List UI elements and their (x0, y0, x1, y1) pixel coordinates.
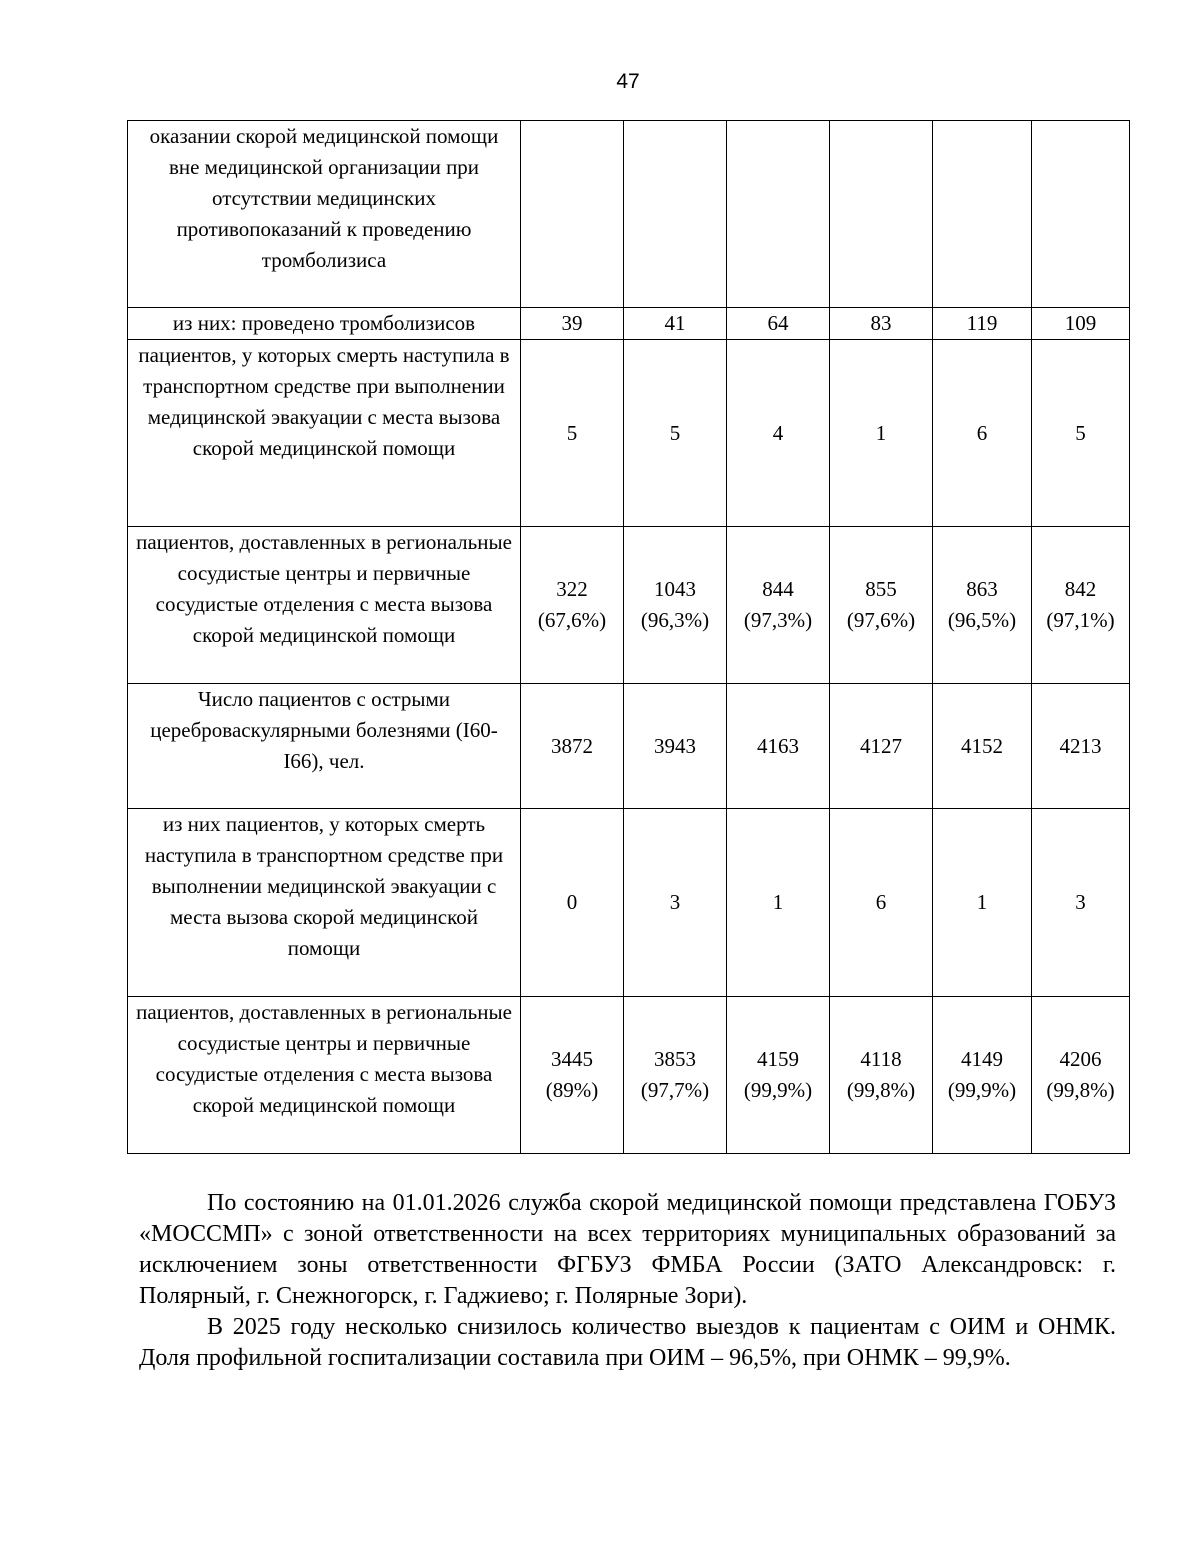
table-row (128, 809, 1130, 997)
table-row (128, 340, 1130, 527)
row-label: Число пациентов с острыми цереброваскулярными болезнями (I60-I66), чел. (128, 684, 521, 809)
row-label: оказании скорой медицинской помощи вне медицинской организации при отсутствии медицинских противопоказаний к проведению тромболизиса (128, 121, 521, 308)
table-cell: 3 (1032, 809, 1130, 997)
table-row (128, 997, 1130, 1154)
table-row (128, 527, 1130, 684)
cell-percent: (99,8%) (1046, 1078, 1115, 1102)
table-cell: 6 (830, 809, 933, 997)
table-cell (933, 121, 1032, 308)
table-cell: 3943 (624, 684, 727, 809)
table-row (128, 684, 1130, 809)
table-cell (830, 121, 933, 308)
table-cell (624, 997, 727, 1154)
cell-value: 322 (556, 577, 588, 601)
table-row (128, 121, 1130, 308)
table-cell: 1 (830, 340, 933, 527)
table-cell (1032, 997, 1130, 1154)
cell-value: 842 (1064, 577, 1097, 601)
row-label: пациентов, у которых смерть наступила в транспортном средстве при выполнении медицинской эвакуации с места вызова скорой медицинской помощи (128, 340, 521, 527)
cell-percent: (96,5%) (947, 608, 1017, 632)
paragraph: В 2025 году несколько снизилось количество выездов к пациентам с ОИМ и ОНМК. Доля профильной госпитализации составила при ОИМ – 96,5%, при ОНМК – 99,9%. (139, 1314, 1116, 1371)
statistics-table (127, 120, 1130, 1154)
table-cell (521, 527, 624, 684)
cell-percent: (97,3%) (743, 608, 813, 632)
cell-value: 4206 (1059, 1047, 1102, 1071)
table-cell: 1 (727, 809, 830, 997)
table-cell: 109 (1032, 308, 1130, 340)
table-cell: 39 (521, 308, 624, 340)
row-label: из них: проведено тромболизисов (128, 308, 521, 340)
table-cell: 0 (521, 809, 624, 997)
table-cell: 4163 (727, 684, 830, 809)
table-cell: 6 (933, 340, 1032, 527)
cell-value: 3853 (654, 1047, 696, 1071)
cell-percent: (97,6%) (846, 608, 916, 632)
page-number: 47 (616, 70, 640, 93)
table-cell: 64 (727, 308, 830, 340)
cell-percent: (67,6%) (537, 608, 607, 632)
cell-value: 1043 (654, 577, 696, 601)
table-cell (1032, 121, 1130, 308)
table-cell (727, 527, 830, 684)
cell-value: 4149 (961, 1047, 1003, 1071)
table-cell (933, 527, 1032, 684)
cell-value: 4118 (860, 1047, 902, 1071)
table-cell: 1 (933, 809, 1032, 997)
cell-percent: (99,8%) (846, 1078, 916, 1102)
table-cell: 4127 (830, 684, 933, 809)
row-label: пациентов, доставленных в региональные сосудистые центры и первичные сосудистые отделения с места вызова скорой медицинской помощи (128, 527, 521, 684)
table-cell: 4 (727, 340, 830, 527)
cell-value: 3445 (551, 1047, 593, 1071)
table-cell: 119 (933, 308, 1032, 340)
cell-value: 855 (865, 577, 897, 601)
table-cell: 4213 (1032, 684, 1130, 809)
row-label: из них пациентов, у которых смерть наступила в транспортном средстве при выполнении медицинской эвакуации с места вызова скорой медицинской помощи (128, 809, 521, 997)
table-cell (624, 527, 727, 684)
table-cell: 4152 (933, 684, 1032, 809)
table-cell (727, 997, 830, 1154)
table-cell: 41 (624, 308, 727, 340)
table-cell: 3 (624, 809, 727, 997)
table-cell (933, 997, 1032, 1154)
table-cell: 3872 (521, 684, 624, 809)
row-label: пациентов, доставленных в региональные сосудистые центры и первичные сосудистые отделения с места вызова скорой медицинской помощи (128, 997, 521, 1154)
table-cell (521, 997, 624, 1154)
cell-value: 844 (762, 577, 794, 601)
table-cell (624, 121, 727, 308)
table-cell (727, 121, 830, 308)
cell-percent: (99,9%) (947, 1078, 1017, 1102)
table-cell (1032, 527, 1130, 684)
table-cell (521, 121, 624, 308)
paragraph: По состоянию на 01.01.2026 служба скорой медицинской помощи представлена ГОБУЗ «МОССМП» с зоной ответственности на всех территориях муниципальных образований за исключением зоны ответственности ФГБУЗ ФМБА России (ЗАТО Александровск: г. Полярный, г. Снежногорск, г. Гаджиево; г. Полярные Зори). (139, 1190, 1116, 1309)
table-cell: 5 (521, 340, 624, 527)
cell-value: 863 (966, 577, 998, 601)
table-cell (830, 997, 933, 1154)
body-text (139, 1188, 1116, 1374)
table-cell: 83 (830, 308, 933, 340)
cell-percent: (99,9%) (743, 1078, 813, 1102)
cell-percent: (97,1%) (1046, 608, 1115, 632)
table-cell: 5 (624, 340, 727, 527)
cell-percent: (96,3%) (640, 608, 710, 632)
table-row (128, 308, 1130, 340)
cell-value: 4159 (757, 1047, 799, 1071)
table-cell: 5 (1032, 340, 1130, 527)
cell-percent: (97,7%) (640, 1078, 710, 1102)
cell-percent: (89%) (545, 1078, 599, 1102)
table-cell (830, 527, 933, 684)
